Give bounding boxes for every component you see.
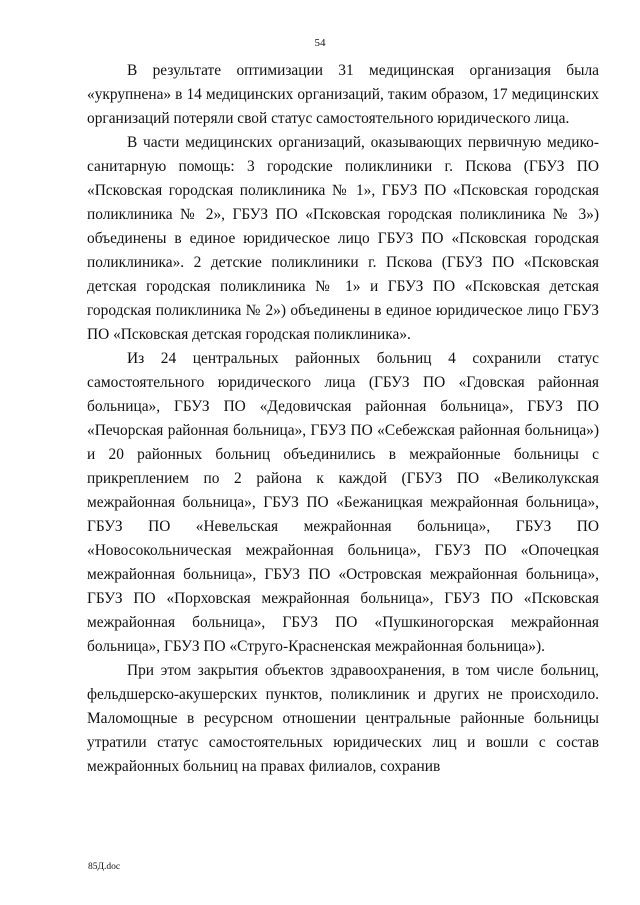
paragraph: В части медицинских организаций, оказывающих первичную медико-санитарную помощь: 3 городские поликлиники г. Пскова (ГБУЗ ПО «Псковская городская поликлиника № 1», ГБУЗ ПО «Псковская городская поликлиника № 2», ГБУЗ ПО «Псковская городская поликлиника № 3») объединены в единое юридическое лицо ГБУЗ ПО «Псковская городская поликлиника». 2 детские поликлиники г. Пскова (ГБУЗ ПО «Псковская детская городская поликлиника № 1» и ГБУЗ ПО «Псковская детская городская поликлиника № 2») объединены в единое юридическое лицо ГБУЗ ПО «Псковская детская городская поликлиника». (87, 134, 599, 343)
paragraph: В результате оптимизации 31 медицинская организация была «укрупнена» в 14 медицинских организаций, таким образом, 17 медицинских организаций потеряли свой статус самостоятельного юридического лица. (87, 62, 599, 127)
page-number: 54 (314, 37, 326, 49)
footer-filename: 85Д.doc (88, 862, 121, 872)
paragraph: При этом закрытия объектов здравоохранения, в том числе больниц, фельдшерско-акушерских пунктов, поликлиник и других не происходило. Маломощные в ресурсном отношении центральные районные больницы утратили статус самостоятельных юридических лиц и вошли с состав межрайонных больниц на правах филиалов, сохранив (87, 662, 599, 775)
paragraph: Из 24 центральных районных больниц 4 сохранили статус самостоятельного юридического лица (ГБУЗ ПО «Гдовская районная больница», ГБУЗ ПО «Дедовичская районная больница», ГБУЗ ПО «Печорская районная больница», ГБУЗ ПО «Себежская районная больница») и 20 районных больниц объединились в межрайонные больницы с прикреплением по 2 района к каждой (ГБУЗ ПО «Великолукская межрайонная больница», ГБУЗ ПО «Бежаницкая межрайонная больница», ГБУЗ ПО «Невельская межрайонная больница», ГБУЗ ПО «Новосокольническая межрайонная больница», ГБУЗ ПО «Опочецкая межрайонная больница», ГБУЗ ПО «Островская межрайонная больница», ГБУЗ ПО «Порховская межрайонная больница», ГБУЗ ПО «Псковская межрайонная больница», ГБУЗ ПО «Пушкиногорская межрайонная больница», ГБУЗ ПО «Струго-Красненская межрайонная больница»). (87, 350, 599, 655)
body-text (87, 59, 599, 779)
